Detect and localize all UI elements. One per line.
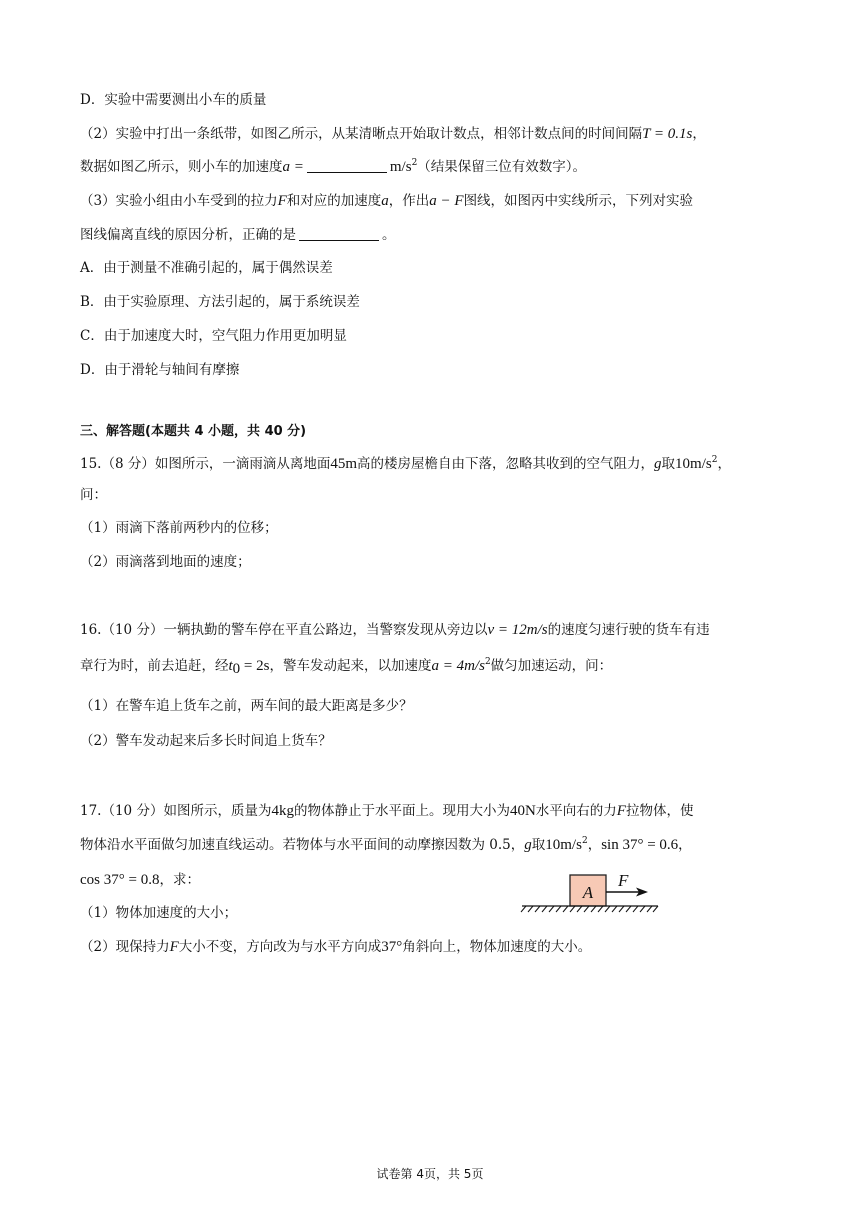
option-d-prev: D．实验中需要测出小车的质量	[80, 92, 267, 108]
q16-line1: 16.（10 分）一辆执勤的警车停在平直公路边，当警察发现从旁边以v = 12m/s的速度匀速行驶的货车有违	[80, 622, 710, 638]
answer-blank-choice[interactable]	[299, 226, 379, 241]
q17-line3: cos 37° = 0.8，求：	[80, 872, 200, 888]
q16-line2: 章行为时，前去追赶，经$t_0 = 2s$，警车发动起来，以加速度$a = 4m/s^2$做匀加速运动，问：	[80, 657, 613, 677]
q15-line2: 问：	[80, 487, 107, 503]
q14-part3-line1: （3）实验小组由小车受到的拉力F和对应的加速度a，作出a − F图线，如图丙中实线所示，下列对实验	[80, 193, 694, 209]
force-label: F	[618, 871, 629, 890]
q17-sub2: （2）现保持力F大小不变，方向改为与水平方向成37°角斜向上，物体加速度的大小。	[80, 939, 592, 955]
page-footer: 试卷第 4页，共 5页	[376, 1167, 484, 1181]
block-force-figure	[520, 866, 665, 916]
q14-part2-line1: （2）实验中打出一条纸带，如图乙所示，从某清晰点开始取计数点，相邻计数点间的时间间隔T = 0.1s，	[80, 126, 706, 142]
block-label: A	[582, 883, 594, 902]
q15-line1: 15.（8 分）如图所示，一滴雨滴从离地面45m高的楼房屋檐自由下落，忽略其收到的空气阻力，g取$10m/s^2$，	[80, 455, 731, 472]
ground-hatching	[521, 906, 658, 912]
q17-sub1: （1）物体加速度的大小；	[80, 905, 238, 921]
answer-blank-acceleration[interactable]	[307, 158, 387, 173]
q15-sub1: （1）雨滴下落前两秒内的位移；	[80, 520, 278, 536]
q14-part2-line2: 数据如图乙所示，则小车的加速度$a = m/s^2$（结果保留三位有效数字）。	[80, 158, 587, 175]
q17-line1: 17.（10 分）如图所示，质量为4kg的物体静止于水平面上。现用大小为40N水平向右的力F拉物体，使	[80, 803, 694, 819]
q15-sub2: （2）雨滴落到地面的速度；	[80, 554, 251, 570]
q16-sub1: （1）在警车追上货车之前，两车间的最大距离是多少？	[80, 698, 413, 714]
q14-part3-line2: 图线偏离直线的原因分析，正确的是 。	[80, 227, 396, 243]
q17-line2: 物体沿水平面做匀加速直线运动。若物体与水平面间的动摩擦因数为 0.5，g取$10m/s^2$，sin 37° = 0.6，	[80, 836, 692, 853]
option-a: A．由于测量不准确引起的，属于偶然误差	[80, 260, 333, 276]
option-d: D．由于滑轮与轴间有摩擦	[80, 362, 240, 378]
option-b: B．由于实验原理、方法引起的，属于系统误差	[80, 294, 360, 310]
section-heading: 三、解答题(本题共 4 小题，共 40 分)	[80, 424, 307, 439]
q16-sub2: （2）警车发动起来后多长时间追上货车？	[80, 733, 332, 749]
option-c: C．由于加速度大时，空气阻力作用更加明显	[80, 328, 347, 344]
